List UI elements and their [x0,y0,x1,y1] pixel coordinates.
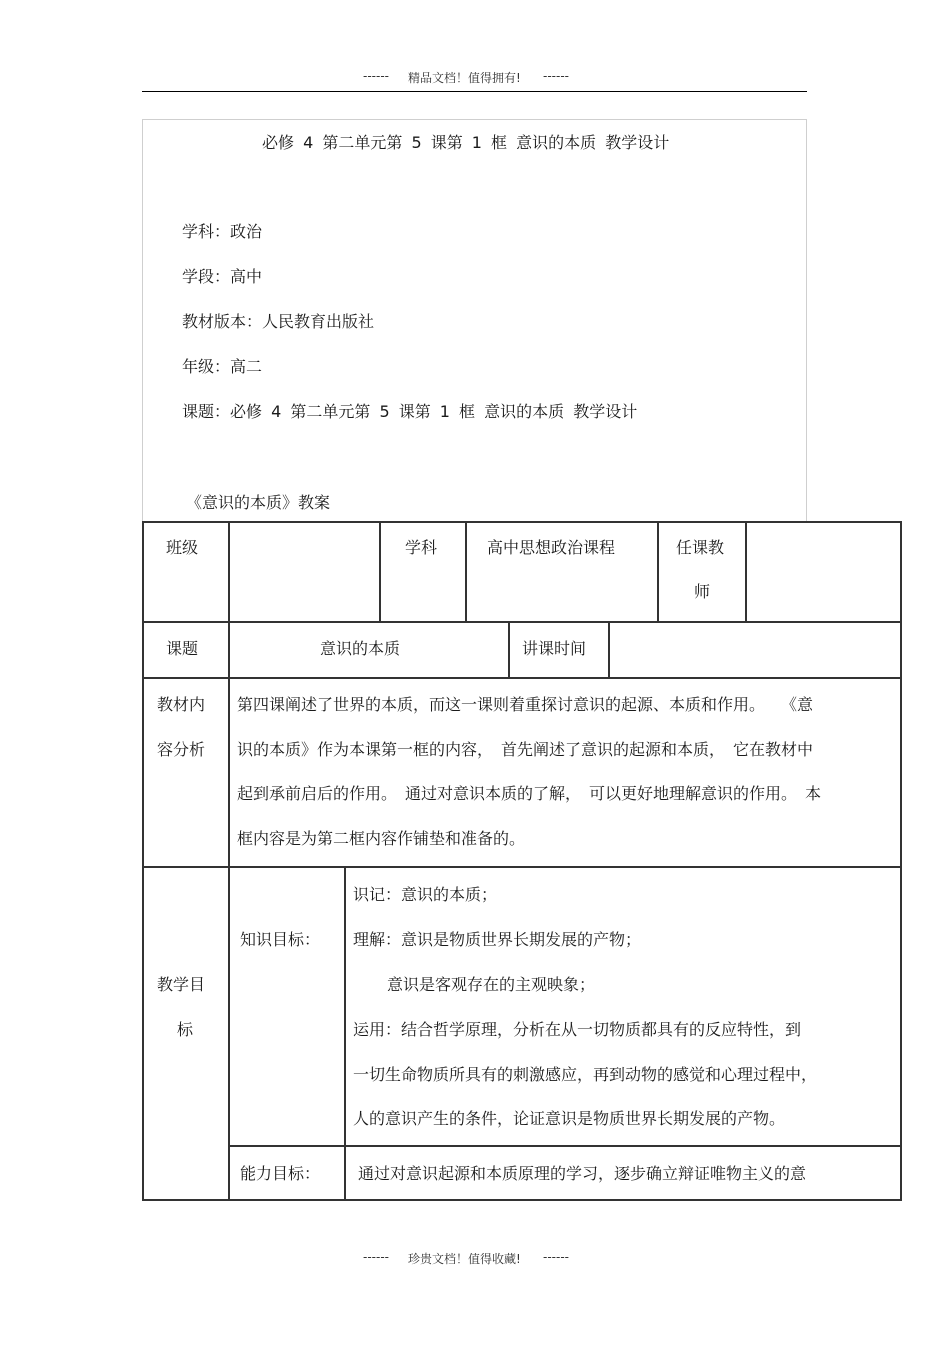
analysis-label-line1: 教材内 [157,695,206,714]
knowledge-line: 人的意识产生的条件，论证意识是物质世界长期发展的产物。 [353,1109,786,1128]
meta-grade: 年级：高二 [182,357,263,376]
table-line [508,622,510,678]
table-line [608,622,610,678]
footer-left-dashes: ------ [363,1250,389,1264]
table-line [465,521,467,622]
knowledge-line: 一切生命物质所具有的刺激感应，再到动物的感觉和心理过程中， [353,1065,818,1084]
ability-label: 能力目标： [240,1164,321,1183]
analysis-line: 框内容是为第二框内容作铺垫和准备的。 [237,829,526,848]
table-line [142,1199,902,1201]
meta-edition: 教材版本：人民教育出版社 [182,312,375,331]
doc-title: 必修 4 第二单元第 5 课第 1 框 意识的本质 教学设计 [262,133,670,152]
table-line [142,521,144,1201]
knowledge-line: 识记：意识的本质； [353,885,498,904]
subject-label: 学科 [405,538,438,557]
header-left-dashes: ------ [363,69,389,83]
teacher-label-line1: 任课教 [676,538,725,557]
goal-label-line2: 标 [177,1020,194,1039]
frame-left [142,119,143,522]
class-label: 班级 [166,538,199,557]
table-line [142,521,902,523]
table-line [142,866,902,868]
analysis-line: 第四课阐述了世界的本质，而这一课则着重探讨意识的起源、本质和作用。 《意 [237,695,814,714]
knowledge-line: 运用：结合哲学原理，分析在从一切物质都具有的反应特性，到 [353,1020,802,1039]
table-line [142,677,902,679]
meta-topic: 课题：必修 4 第二单元第 5 课第 1 框 意识的本质 教学设计 [182,402,638,421]
topic-label: 课题 [166,639,199,658]
knowledge-line: 意识是客观存在的主观映象； [387,975,596,994]
subject-value: 高中思想政治课程 [487,538,616,557]
frame-top [142,119,807,120]
analysis-label-line2: 容分析 [157,740,206,759]
header-text: 精品文档！值得拥有! [408,71,521,85]
goal-label-line1: 教学目 [157,975,206,994]
table-line [745,521,747,622]
knowledge-label: 知识目标： [240,930,321,949]
teacher-label-line2: 师 [694,582,711,601]
table-line [657,521,659,622]
ability-text: 通过对意识起源和本质原理的学习，逐步确立辩证唯物主义的意 [358,1164,807,1183]
meta-subject: 学科：政治 [182,222,263,241]
plan-heading: 《意识的本质》教案 [186,493,331,512]
analysis-line: 识的本质》作为本课第一框的内容， 首先阐述了意识的起源和本质， 它在教材中 [237,740,814,759]
topic-value: 意识的本质 [320,639,401,658]
knowledge-line: 理解：意识是物质世界长期发展的产物； [353,930,642,949]
time-label: 讲课时间 [522,639,587,658]
meta-stage: 学段：高中 [182,267,263,286]
table-line [900,521,902,1201]
table-line [228,1145,902,1147]
table-line [228,521,230,1201]
table-line [344,867,346,1201]
table-line [379,521,381,622]
table-line [142,621,902,623]
footer-text: 珍贵文档！值得收藏! [408,1252,521,1266]
header-right-dashes: ------ [543,69,569,83]
frame-right [806,119,807,522]
header-rule [142,91,807,92]
footer-right-dashes: ------ [543,1250,569,1264]
analysis-line: 起到承前启后的作用。 通过对意识本质的了解， 可以更好地理解意识的作用。 本 [237,784,822,803]
